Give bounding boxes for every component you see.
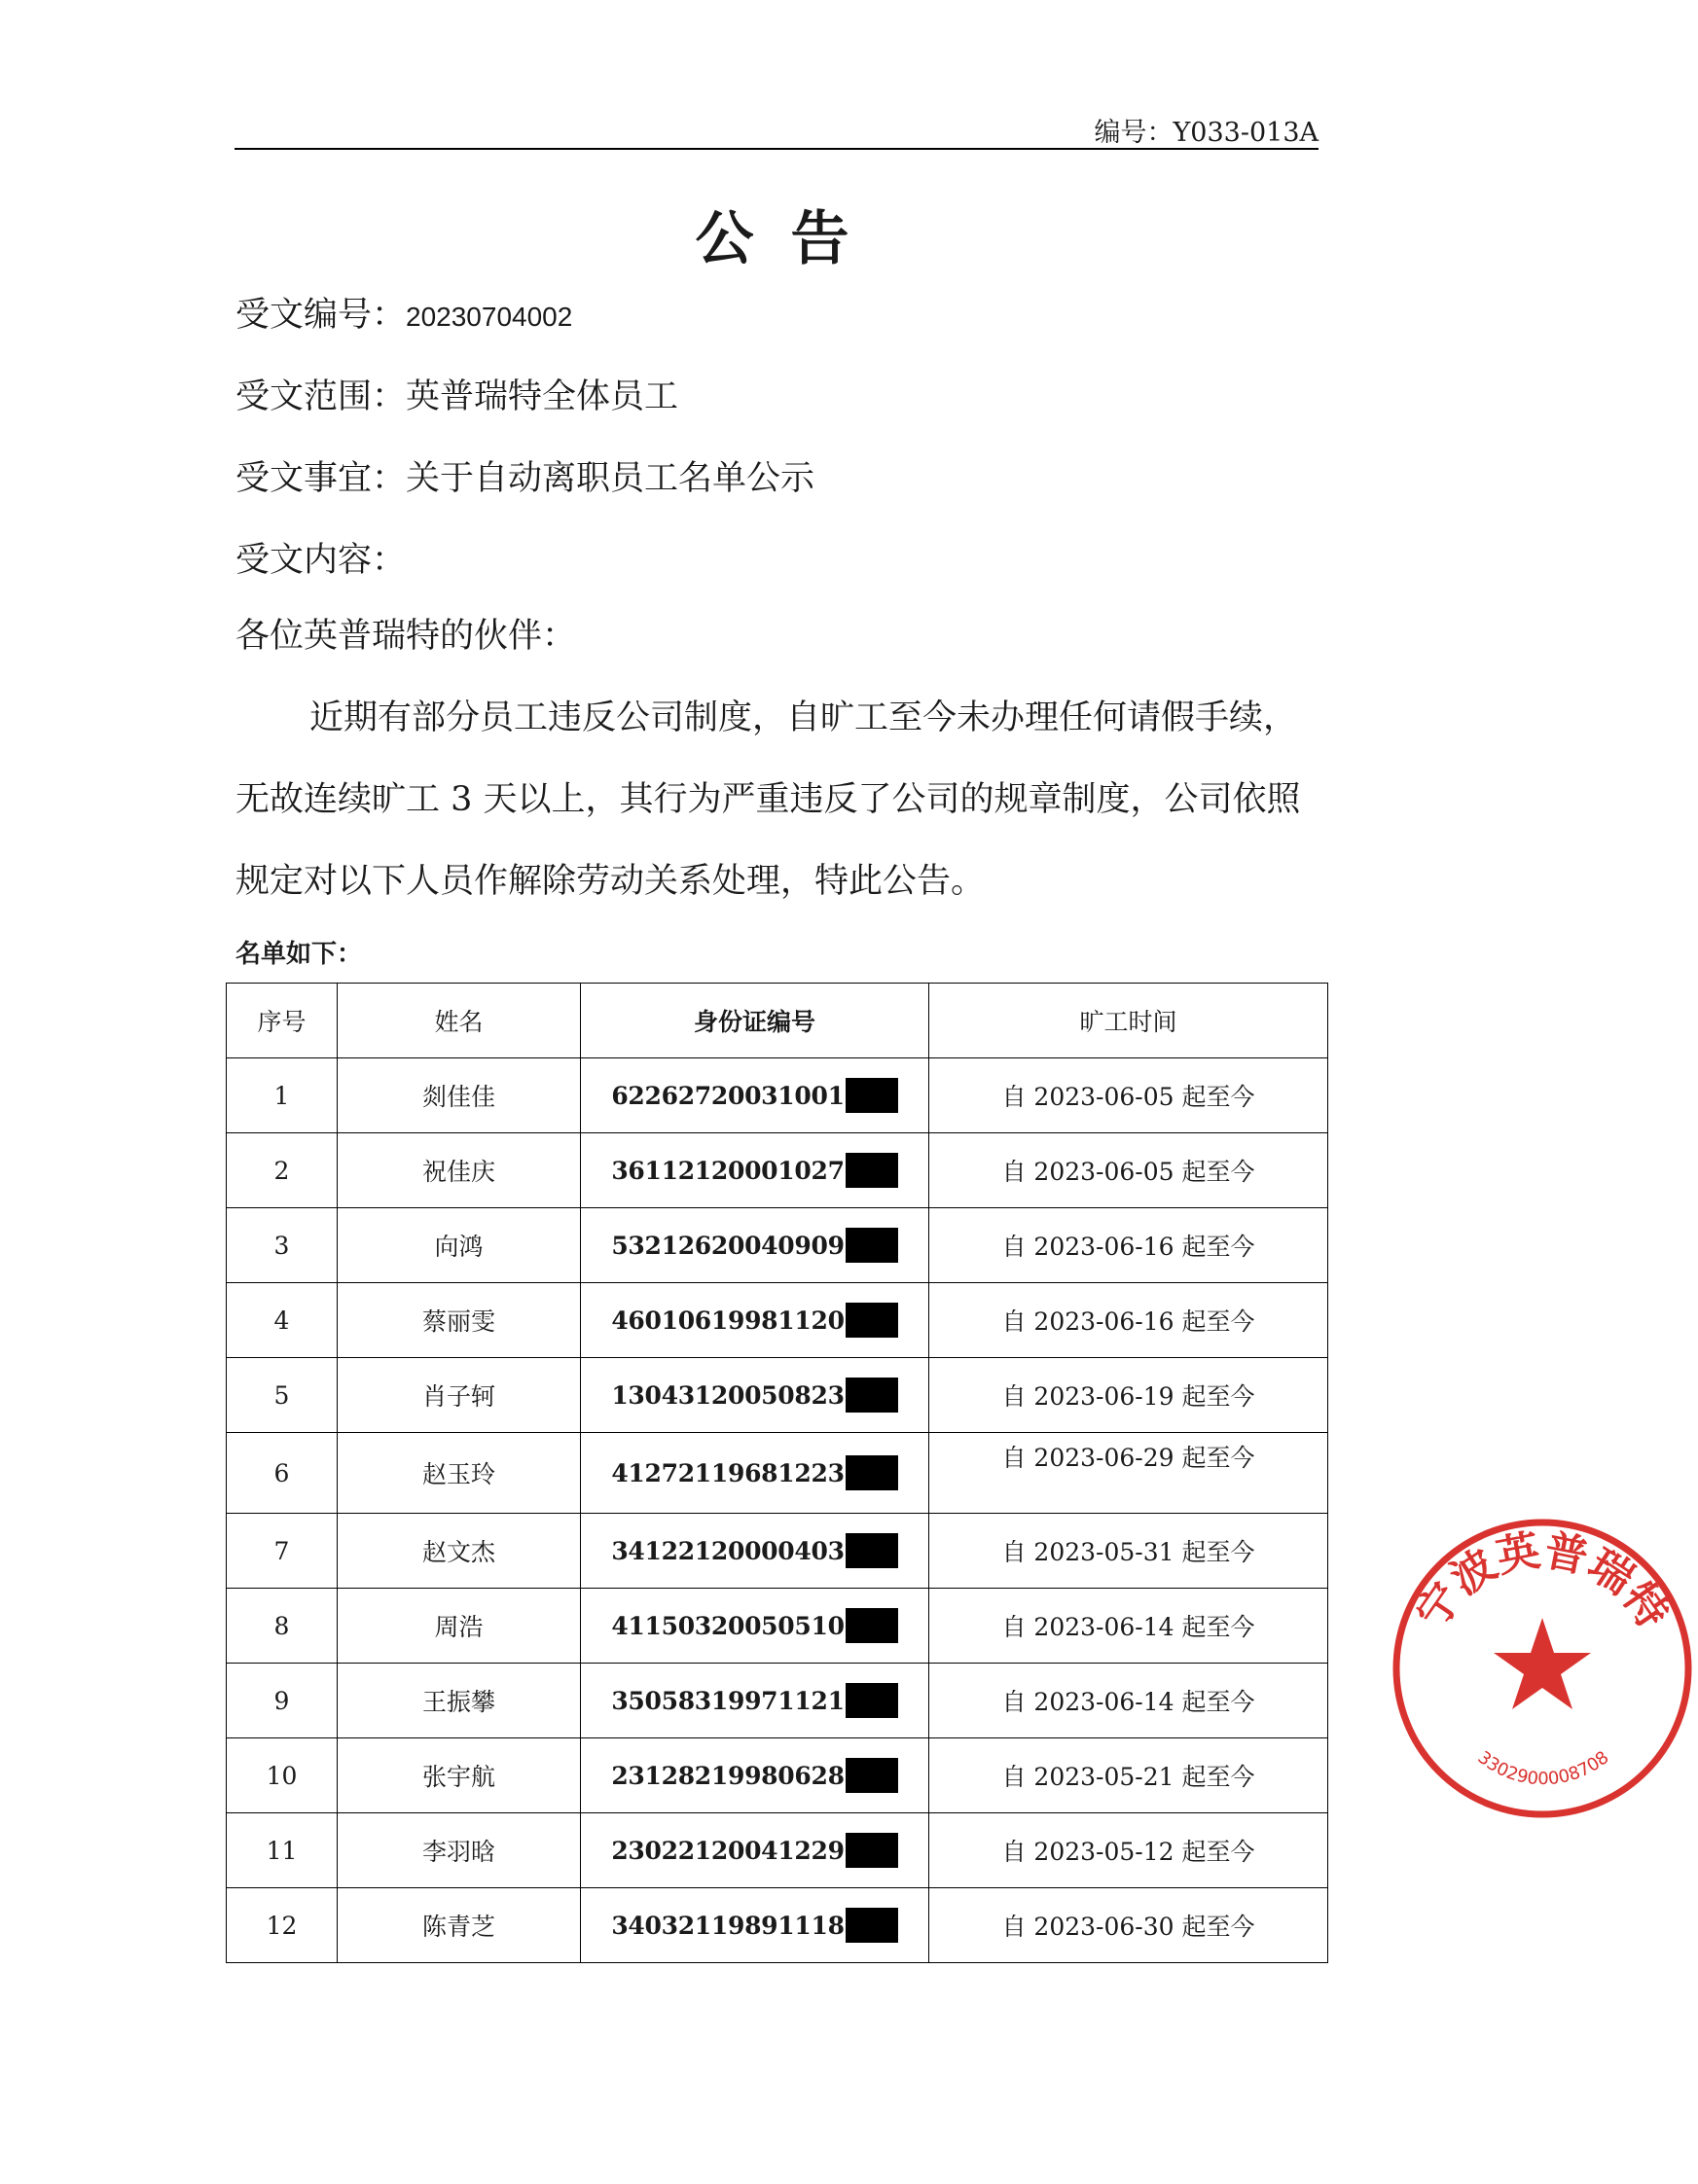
- page-title: 公告: [695, 205, 886, 273]
- table-row: [227, 1888, 1328, 1963]
- receipt-number-field: [235, 288, 572, 337]
- list-label: 名单如下：: [235, 940, 363, 969]
- id-number-cell: [581, 1813, 929, 1888]
- id-number: 41272119681223: [611, 1458, 845, 1487]
- id-number: 23128219980628: [611, 1761, 845, 1790]
- dismissal-table: [226, 983, 1328, 1963]
- id-number-cell: [581, 1133, 929, 1208]
- table-row: [227, 1738, 1328, 1813]
- id-number-cell: [581, 1208, 929, 1283]
- row-number: 4: [227, 1283, 338, 1358]
- id-number-cell: [581, 1738, 929, 1813]
- document-number-value: Y033-013A: [1173, 118, 1319, 148]
- employee-name: 王振攀: [338, 1664, 581, 1738]
- table-row: [227, 1589, 1328, 1664]
- table-row: [227, 1358, 1328, 1433]
- employee-name: 周浩: [338, 1589, 581, 1664]
- matter-value: 关于自动离职员工名单公示: [406, 459, 815, 498]
- employee-name: 祝佳庆: [338, 1133, 581, 1208]
- redaction-block: [846, 1833, 898, 1868]
- absence-period: 自 2023-06-16 起至今: [929, 1208, 1328, 1283]
- absence-period: 自 2023-06-16 起至今: [929, 1283, 1328, 1358]
- id-number-cell: [581, 1358, 929, 1433]
- absence-period: 自 2023-06-19 起至今: [929, 1358, 1328, 1433]
- seal-star-icon: [1494, 1618, 1591, 1709]
- scope-field: [235, 370, 678, 418]
- company-seal: [1387, 1513, 1698, 1824]
- table-row: [227, 1664, 1328, 1738]
- table-row: [227, 1433, 1328, 1514]
- id-number: 62262720031001: [611, 1081, 845, 1110]
- employee-name: 肖子轲: [338, 1358, 581, 1433]
- redaction-block: [846, 1153, 898, 1188]
- id-number: 41150320050510: [611, 1611, 845, 1640]
- header-id: 身份证编号: [581, 984, 929, 1058]
- header-divider: [235, 148, 1319, 150]
- table-row: [227, 1283, 1328, 1358]
- employee-name: 赵玉玲: [338, 1433, 581, 1514]
- document-number: [1094, 111, 1319, 149]
- row-number: 2: [227, 1133, 338, 1208]
- employee-name: 蔡丽雯: [338, 1283, 581, 1358]
- employee-name: 陈青芝: [338, 1888, 581, 1963]
- employee-name: 剡佳佳: [338, 1058, 581, 1133]
- seal-text: 宁波英普瑞特: [1406, 1525, 1679, 1638]
- absence-period: 自 2023-06-05 起至今: [929, 1058, 1328, 1133]
- notice-paragraph: 近期有部分员工违反公司制度，自旷工至今未办理任何请假手续，无故连续旷工 3 天以上，其行为严重违反了公司的规章制度，公司依照规定对以下人员作解除劳动关系处理，特此公告。: [235, 698, 1301, 901]
- matter-label: 受文事宜：: [235, 459, 407, 498]
- header-no: 序号: [227, 984, 338, 1058]
- document-number-label: 编号：: [1094, 118, 1174, 148]
- redaction-block: [846, 1228, 898, 1263]
- id-number: 34032119891118: [611, 1911, 845, 1940]
- row-number: 11: [227, 1813, 338, 1888]
- absence-period: 自 2023-06-30 起至今: [929, 1888, 1328, 1963]
- notice-body: [235, 595, 1319, 922]
- redaction-block: [846, 1378, 898, 1413]
- row-number: 1: [227, 1058, 338, 1133]
- id-number-cell: [581, 1589, 929, 1664]
- table-row: [227, 1058, 1328, 1133]
- id-number-cell: [581, 1664, 929, 1738]
- table-row: [227, 1813, 1328, 1888]
- row-number: 8: [227, 1589, 338, 1664]
- content-field: [235, 533, 406, 582]
- table-header-row: [227, 984, 1328, 1058]
- absence-period: 自 2023-05-31 起至今: [929, 1514, 1328, 1589]
- id-number-cell: [581, 1433, 929, 1514]
- seal-code: 3302900008708: [1473, 1747, 1613, 1790]
- receipt-number-label: 受文编号：: [235, 296, 407, 335]
- redaction-block: [846, 1908, 898, 1943]
- absence-period: 自 2023-06-14 起至今: [929, 1589, 1328, 1664]
- absence-period: 自 2023-05-21 起至今: [929, 1738, 1328, 1813]
- employee-name: 张宇航: [338, 1738, 581, 1813]
- id-number: 34122120000403: [611, 1536, 845, 1565]
- table-body: [227, 1058, 1328, 1963]
- absence-period: 自 2023-06-05 起至今: [929, 1133, 1328, 1208]
- row-number: 10: [227, 1738, 338, 1813]
- content-label: 受文内容：: [235, 541, 407, 580]
- id-number-cell: [581, 1514, 929, 1589]
- redaction-block: [846, 1455, 898, 1490]
- table-row: [227, 1514, 1328, 1589]
- header-absence: 旷工时间: [929, 984, 1328, 1058]
- matter-field: [235, 451, 814, 500]
- id-number: 53212620040909: [611, 1231, 845, 1260]
- redaction-block: [846, 1533, 898, 1568]
- redaction-block: [846, 1608, 898, 1643]
- employee-name: 向鸿: [338, 1208, 581, 1283]
- redaction-block: [846, 1758, 898, 1793]
- id-number: 23022120041229: [611, 1836, 845, 1865]
- redaction-block: [846, 1078, 898, 1113]
- absence-period: 自 2023-05-12 起至今: [929, 1813, 1328, 1888]
- scope-value: 英普瑞特全体员工: [406, 377, 679, 416]
- row-number: 12: [227, 1888, 338, 1963]
- scope-label: 受文范围：: [235, 377, 407, 416]
- id-number: 35058319971121: [611, 1686, 845, 1715]
- row-number: 3: [227, 1208, 338, 1283]
- redaction-block: [846, 1683, 898, 1718]
- id-number: 46010619981120: [611, 1306, 845, 1335]
- row-number: 5: [227, 1358, 338, 1433]
- absence-period: 自 2023-06-29 起至今: [929, 1433, 1328, 1514]
- employee-name: 李羽晗: [338, 1813, 581, 1888]
- id-number-cell: [581, 1888, 929, 1963]
- absence-period: 自 2023-06-14 起至今: [929, 1664, 1328, 1738]
- row-number: 6: [227, 1433, 338, 1514]
- row-number: 7: [227, 1514, 338, 1589]
- table-row: [227, 1133, 1328, 1208]
- id-number: 13043120050823: [611, 1380, 845, 1410]
- receipt-number-value: 20230704002: [406, 302, 573, 332]
- header-name: 姓名: [338, 984, 581, 1058]
- id-number: 36112120001027: [611, 1156, 845, 1185]
- id-number-cell: [581, 1058, 929, 1133]
- redaction-block: [846, 1303, 898, 1338]
- greeting: 各位英普瑞特的伙伴：: [235, 617, 577, 656]
- id-number-cell: [581, 1283, 929, 1358]
- row-number: 9: [227, 1664, 338, 1738]
- employee-name: 赵文杰: [338, 1514, 581, 1589]
- table-row: [227, 1208, 1328, 1283]
